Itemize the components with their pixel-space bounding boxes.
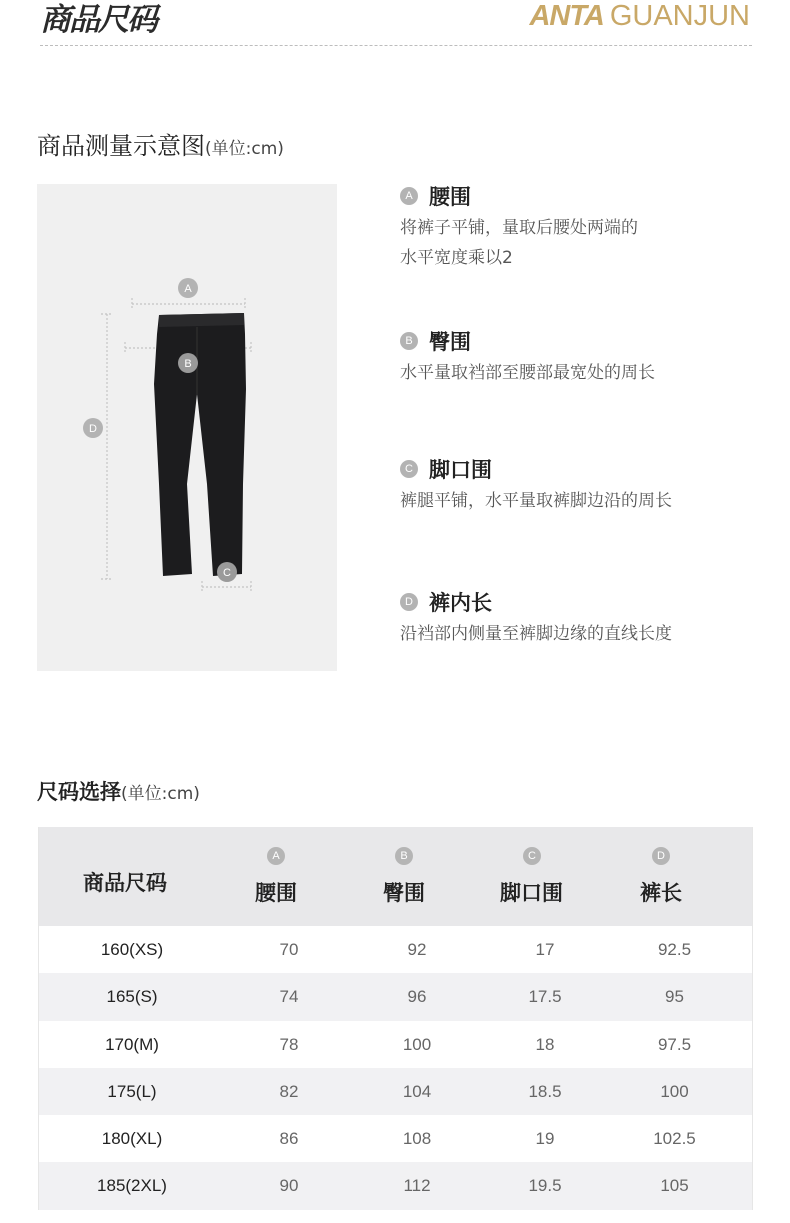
brand-logo xyxy=(529,0,750,33)
cell-hip: 96 xyxy=(407,987,427,1007)
cell-length: 102.5 xyxy=(653,1129,696,1149)
measure-item-inseam xyxy=(400,588,760,649)
desc-line: 水平宽度乘以2 xyxy=(400,248,513,268)
cell-hem: 17 xyxy=(535,940,555,959)
header-hip xyxy=(353,827,481,926)
cell-hip: 92 xyxy=(407,940,427,959)
letter-d-icon: D xyxy=(400,593,418,611)
table-row xyxy=(39,1115,752,1162)
measure-item-desc xyxy=(400,619,700,649)
cell-waist: 90 xyxy=(279,1176,299,1196)
measure-title-text: 商品测量示意图 xyxy=(37,132,205,160)
cell-size: 175(L) xyxy=(107,1081,157,1101)
desc-line: 将裤子平铺，量取后腰处两端的 xyxy=(400,218,638,238)
header-waist xyxy=(225,827,353,926)
pants-shape xyxy=(154,313,246,576)
table-row xyxy=(39,1162,752,1209)
cell-length: 95 xyxy=(665,987,684,1007)
table-body xyxy=(39,926,752,1210)
measure-item-title: 臀围 xyxy=(429,330,471,354)
desc-line: 裤腿平铺，水平量取裤脚边沿的周长 xyxy=(400,491,672,511)
header-label: 脚口围 xyxy=(500,881,563,905)
cell-hem: 18 xyxy=(535,1034,555,1054)
size-section-title xyxy=(37,776,200,806)
cell-size: 160(XS) xyxy=(100,940,164,959)
cell-hem: 19 xyxy=(535,1129,555,1149)
table-row xyxy=(39,973,752,1020)
header-label: 臀围 xyxy=(383,881,425,905)
cell-length: 105 xyxy=(660,1176,689,1196)
measure-unit: (单位:cm) xyxy=(205,139,284,159)
cell-hip: 104 xyxy=(402,1081,432,1101)
table-row xyxy=(39,926,752,973)
header-length xyxy=(609,827,740,926)
brand-logo-part2: GUANJUN xyxy=(609,0,750,32)
pants-illustration xyxy=(37,184,337,671)
brand-logo-part1: ANTA xyxy=(529,0,604,32)
cell-waist: 70 xyxy=(279,940,299,959)
badge-b-letter: B xyxy=(184,358,192,370)
letter-b-icon: B xyxy=(395,847,413,865)
size-table xyxy=(38,827,753,1210)
letter-b-icon: B xyxy=(400,332,418,350)
cell-waist: 78 xyxy=(279,1034,299,1054)
letter-a-icon: A xyxy=(400,187,418,205)
table-row xyxy=(39,1021,752,1068)
cell-length: 92.5 xyxy=(657,940,692,959)
measure-item-desc xyxy=(400,213,700,273)
cell-size: 185(2XL) xyxy=(97,1176,167,1196)
cell-hem: 18.5 xyxy=(528,1081,562,1101)
cell-length: 100 xyxy=(660,1081,689,1101)
cell-waist: 82 xyxy=(279,1081,299,1101)
letter-c-icon: C xyxy=(400,460,418,478)
page-header xyxy=(40,0,752,46)
header-label: 裤长 xyxy=(640,881,682,905)
cell-waist: 86 xyxy=(279,1129,299,1149)
cell-size: 170(M) xyxy=(105,1034,159,1054)
measure-item-title: 裤内长 xyxy=(429,591,492,615)
cell-size: 165(S) xyxy=(106,987,158,1007)
pants-diagram xyxy=(37,184,337,671)
measure-item-waist xyxy=(400,182,760,273)
header-hem xyxy=(481,827,609,926)
letter-d-icon: D xyxy=(652,847,670,865)
measure-item-title: 腰围 xyxy=(429,185,471,209)
letter-a-icon: A xyxy=(267,847,285,865)
header-label: 腰围 xyxy=(255,881,297,905)
size-title-text: 尺码选择 xyxy=(37,780,121,804)
cell-hip: 100 xyxy=(402,1034,432,1054)
badge-d-letter: D xyxy=(89,423,97,435)
cell-waist: 74 xyxy=(279,987,299,1007)
cell-hip: 112 xyxy=(403,1176,431,1196)
cell-hip: 108 xyxy=(402,1129,432,1149)
measure-item-desc xyxy=(400,486,700,516)
cell-size: 180(XL) xyxy=(101,1129,163,1149)
measure-item-hem xyxy=(400,455,760,516)
cell-length: 97.5 xyxy=(657,1034,692,1054)
cell-hem: 19.5 xyxy=(528,1176,562,1196)
cell-hem: 17.5 xyxy=(528,987,562,1007)
measure-item-desc xyxy=(400,358,700,388)
badge-c-letter: C xyxy=(223,567,231,579)
measure-item-hip xyxy=(400,327,760,388)
measure-section-title xyxy=(37,126,284,161)
header-label: 商品尺码 xyxy=(83,871,167,895)
measure-item-title: 脚口围 xyxy=(429,458,492,482)
desc-line: 水平量取裆部至腰部最宽处的周长 xyxy=(400,363,655,383)
letter-c-icon: C xyxy=(523,847,541,865)
desc-line: 沿裆部内侧量至裤脚边缘的直线长度 xyxy=(400,624,672,644)
table-row xyxy=(39,1068,752,1115)
table-header xyxy=(39,827,752,926)
badge-a-letter: A xyxy=(184,283,192,295)
page-title: 商品尺码 xyxy=(40,2,156,38)
size-unit: (单位:cm) xyxy=(121,784,200,804)
header-size xyxy=(39,827,225,926)
